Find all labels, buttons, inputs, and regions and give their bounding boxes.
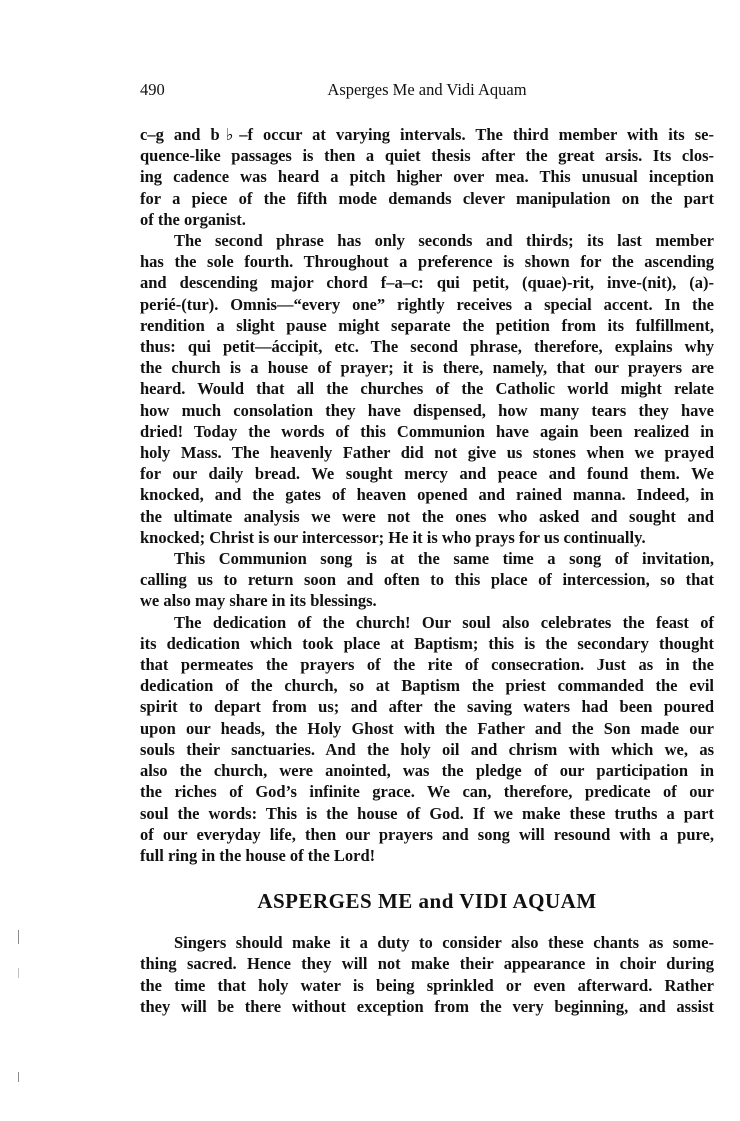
scan-mark: [18, 968, 19, 978]
text-line: Singers should make it a duty to consider also these chants as some-: [174, 933, 714, 953]
text-line: that permeates the prayers of the rite of consecration. Just as in the: [140, 655, 714, 675]
text-line: calling us to return soon and often to this place of intercession, so that: [140, 570, 714, 590]
text-line: and descending major chord f–a–c: qui petit, (quae)-rit, inve-(nit), (a)-: [140, 273, 714, 293]
text-line: dedication of the church, so at Baptism the priest commanded the evil: [140, 676, 714, 696]
text-line: upon our heads, the Holy Ghost with the Father and the Son made our: [140, 718, 714, 738]
text-line: the riches of God’s infinite grace. We can, therefore, predicate of our: [140, 782, 714, 802]
text-line: soul the words: This is the house of God. If we make these truths a part: [140, 803, 714, 823]
text-line: The second phrase has only seconds and thirds; its last member: [174, 231, 714, 251]
text-line: souls their sanctuaries. And the holy oil and chrism with which we, as: [140, 739, 714, 759]
text-line: the church is a house of prayer; it is there, namely, that our prayers are: [140, 358, 714, 378]
text-line: thing sacred. Hence they will not make their appearance in choir during: [140, 954, 714, 974]
paragraph-5: [140, 932, 714, 1017]
text-line: the time that holy water is being sprinkled or even afterward. Rather: [140, 975, 714, 995]
text-line: they will be there without exception from the very beginning, and assist: [140, 996, 714, 1016]
text-line: for our daily bread. We sought mercy and peace and found them. We: [140, 464, 714, 484]
text-line: spirit to depart from us; and after the saving waters had been poured: [140, 697, 714, 717]
text-line: c–g and b♭–f occur at varying intervals. The third member with its se-: [140, 125, 714, 144]
text-line: knocked, and the gates of heaven opened and rained manna. Indeed, in: [140, 485, 714, 505]
text-line: The dedication of the church! Our soul also celebrates the feast of: [174, 612, 714, 632]
text-line: rendition a slight pause might separate the petition from its fulfillment,: [140, 315, 714, 335]
text-line: its dedication which took place at Baptism; this is the secondary thought: [140, 633, 714, 653]
text-line: perié-(tur). Omnis—“every one” rightly receives a special accent. In the: [140, 294, 714, 314]
text-line: of the organist.: [140, 209, 246, 229]
text-line: how much consolation they have dispensed, how many tears they have: [140, 400, 714, 420]
text-line: heard. Would that all the churches of the Catholic world might relate: [140, 379, 714, 399]
text-line: we also may share in its blessings.: [140, 591, 377, 611]
text-line: holy Mass. The heavenly Father did not give us stones when we prayed: [140, 443, 714, 463]
paragraph-1: [140, 124, 714, 230]
scan-mark: [18, 1072, 19, 1082]
text-line: full ring in the house of the Lord!: [140, 845, 376, 865]
text-line: of our everyday life, then our prayers and song will resound with a pure,: [140, 824, 714, 844]
text-line: has the sole fourth. Throughout a preference is shown for the ascending: [140, 252, 714, 272]
paragraph-2: [140, 230, 714, 548]
text-line: for a piece of the fifth mode demands clever manipulation on the part: [140, 188, 714, 208]
text-line: quence-like passages is then a quiet thesis after the great arsis. Its clos-: [140, 146, 714, 166]
text-line: the ultimate analysis we were not the ones who asked and sought and: [140, 506, 714, 526]
section-heading: ASPERGES ME and VIDI AQUAM: [257, 889, 597, 914]
text-line: thus: qui petit—áccipit, etc. The second phrase, therefore, explains why: [140, 337, 714, 357]
text-line: ing cadence was heard a pitch higher over mea. This unusual inception: [140, 167, 714, 187]
text-line: dried! Today the words of this Communion have again been realized in: [140, 421, 714, 441]
running-title: Asperges Me and Vidi Aquam: [327, 80, 527, 99]
text-line: knocked; Christ is our intercessor; He it is who prays for us continually.: [140, 527, 646, 547]
running-head: [140, 78, 714, 102]
scan-mark: [18, 930, 19, 944]
text-line: This Communion song is at the same time a song of invitation,: [174, 549, 714, 569]
body-text: [140, 124, 714, 1017]
paragraph-4: [140, 612, 714, 866]
text-line: also the church, were anointed, was the pledge of our participation in: [140, 761, 714, 781]
page-number: 490: [140, 80, 165, 99]
paragraph-3: [140, 548, 714, 612]
